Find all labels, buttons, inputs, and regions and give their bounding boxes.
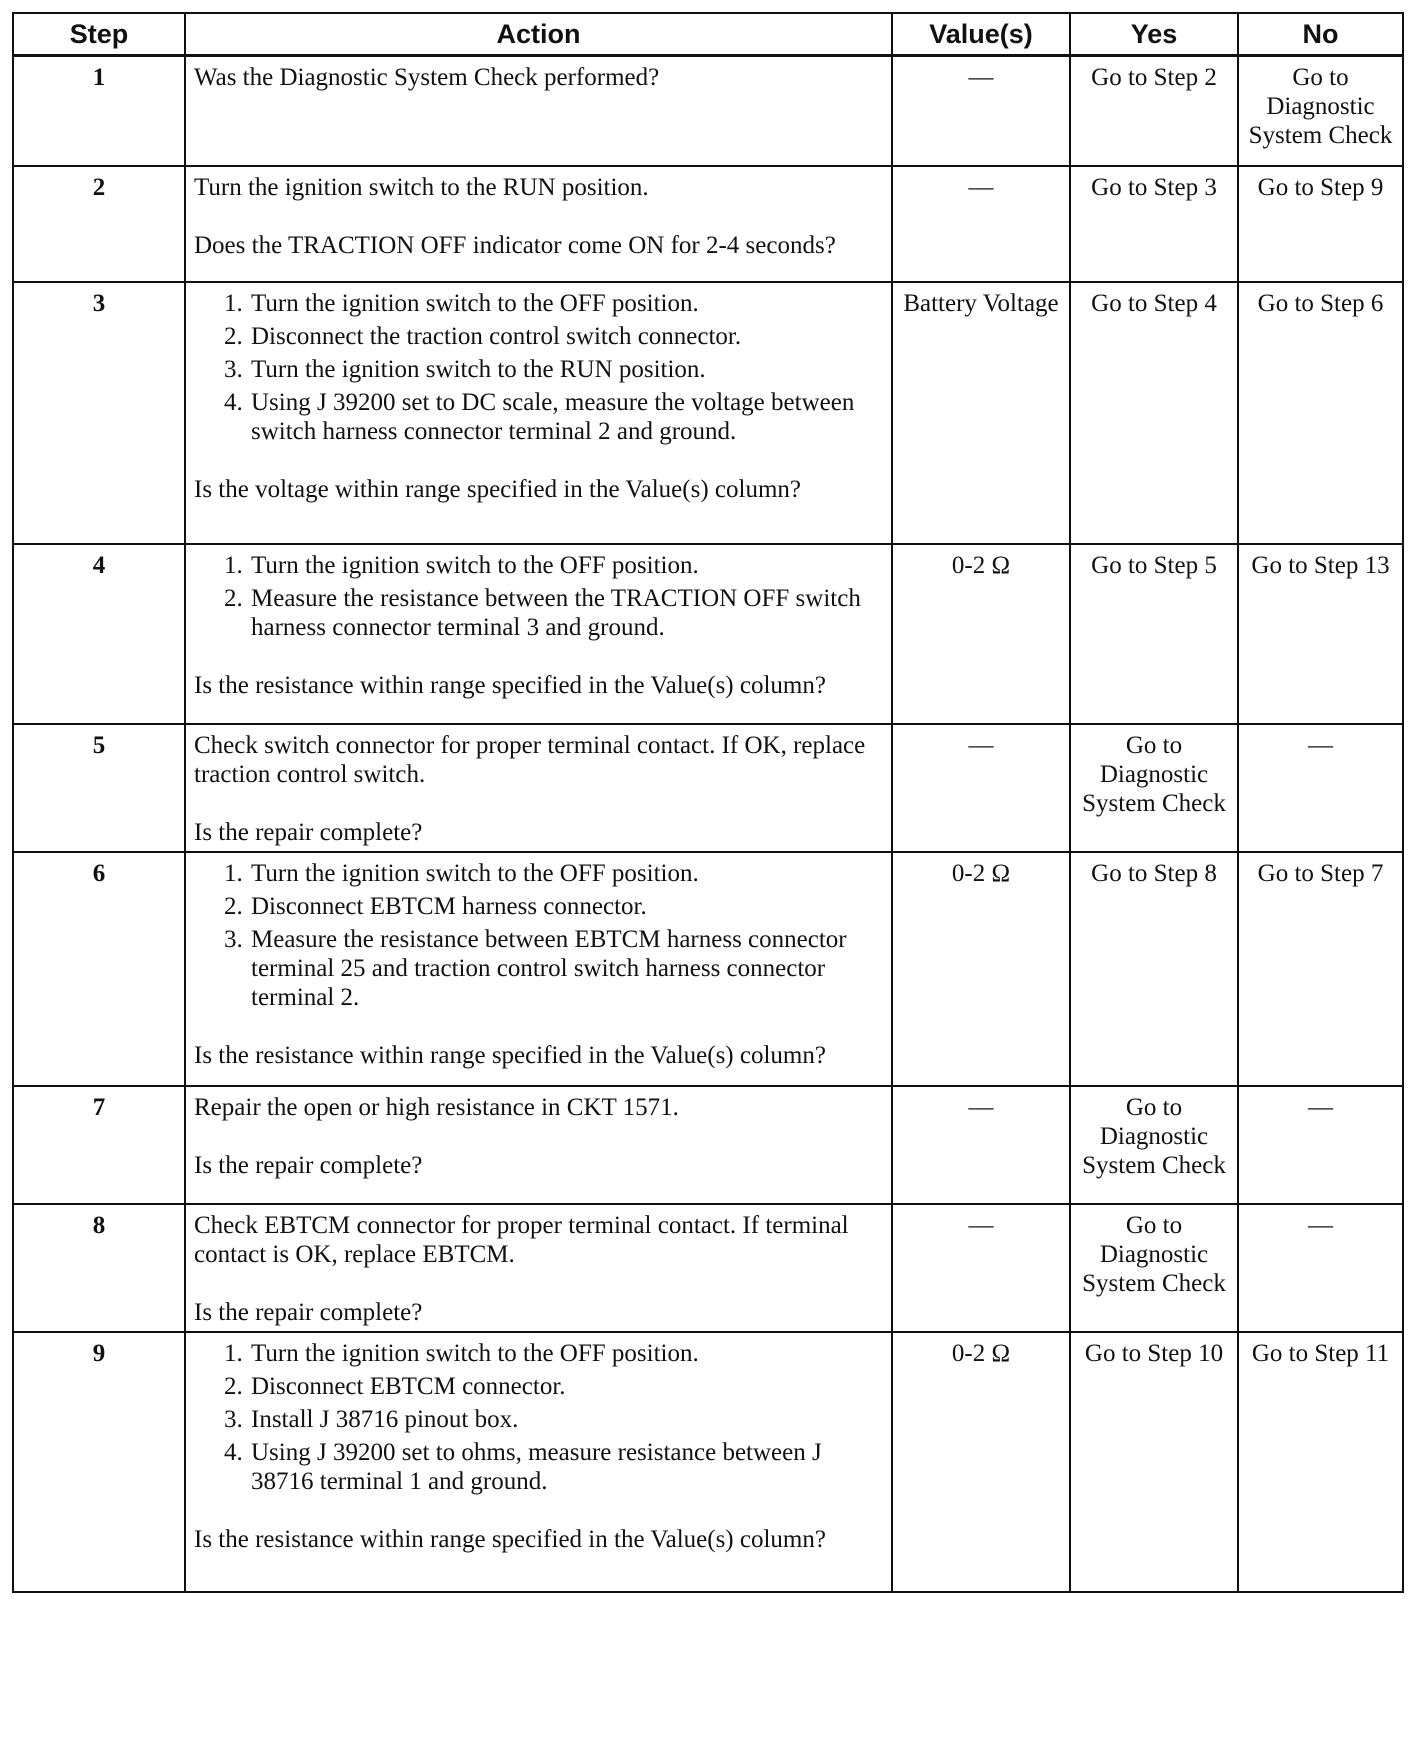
action-cell <box>185 1332 892 1592</box>
action-step: 4. Using J 39200 set to ohms, measure resistance between J 38716 terminal 1 and ground. <box>249 1438 883 1496</box>
action-question: Is the resistance within range specified in the Value(s) column? <box>194 1041 826 1069</box>
value-cell: 0-2 Ω <box>892 1332 1070 1592</box>
no-cell: Go to Step 7 <box>1238 852 1403 1086</box>
step-number: 6 <box>13 852 185 1086</box>
table-row <box>13 544 1403 724</box>
action-cell <box>185 852 892 1086</box>
action-text: Repair the open or high resistance in CKT 1571. <box>194 1093 679 1121</box>
yes-cell: Go to Diagnostic System Check <box>1070 1086 1238 1204</box>
action-question: Is the repair complete? <box>194 1151 423 1179</box>
table-row <box>13 282 1403 544</box>
yes-cell: Go to Diagnostic System Check <box>1070 724 1238 852</box>
action-step: 3. Measure the resistance between EBTCM harness connector terminal 25 and traction control switch harness connector terminal 2. <box>249 925 883 1012</box>
table-row <box>13 1332 1403 1592</box>
table-row <box>13 724 1403 852</box>
table-row <box>13 1204 1403 1332</box>
action-step: 3. Turn the ignition switch to the RUN position. <box>249 355 883 384</box>
header-yes: Yes <box>1070 13 1238 56</box>
action-cell <box>185 544 892 724</box>
action-step: 2. Disconnect the traction control switch connector. <box>249 322 883 351</box>
value-cell: 0-2 Ω <box>892 852 1070 1086</box>
header-row <box>13 13 1403 56</box>
step-number: 9 <box>13 1332 185 1592</box>
header-no: No <box>1238 13 1403 56</box>
action-steps-list <box>194 551 883 642</box>
step-number: 1 <box>13 56 185 166</box>
table-row <box>13 1086 1403 1204</box>
table-row <box>13 56 1403 166</box>
action-text: Check switch connector for proper terminal contact. If OK, replace traction control switch. <box>194 731 866 788</box>
action-cell <box>185 724 892 852</box>
value-cell: 0-2 Ω <box>892 544 1070 724</box>
action-question: Is the resistance within range specified in the Value(s) column? <box>194 1525 826 1553</box>
action-cell <box>185 282 892 544</box>
diagnostic-table <box>12 12 1404 1593</box>
no-cell: — <box>1238 724 1403 852</box>
value-cell: — <box>892 166 1070 282</box>
action-cell <box>185 56 892 166</box>
no-cell: — <box>1238 1204 1403 1332</box>
step-number: 3 <box>13 282 185 544</box>
step-number: 4 <box>13 544 185 724</box>
action-text: Was the Diagnostic System Check performed? <box>194 64 660 91</box>
value-cell: — <box>892 56 1070 166</box>
action-cell <box>185 1086 892 1204</box>
step-number: 8 <box>13 1204 185 1332</box>
action-question: Is the repair complete? <box>194 818 423 846</box>
action-step: 2. Measure the resistance between the TRACTION OFF switch harness connector terminal 3 and ground. <box>249 584 883 642</box>
yes-cell: Go to Diagnostic System Check <box>1070 1204 1238 1332</box>
table-row <box>13 852 1403 1086</box>
no-cell: Go to Step 6 <box>1238 282 1403 544</box>
step-number: 7 <box>13 1086 185 1204</box>
action-step: 1. Turn the ignition switch to the OFF position. <box>249 859 883 888</box>
value-cell: Battery Voltage <box>892 282 1070 544</box>
header-values: Value(s) <box>892 13 1070 56</box>
step-number: 2 <box>13 166 185 282</box>
action-question: Is the voltage within range specified in the Value(s) column? <box>194 475 801 503</box>
header-action: Action <box>185 13 892 56</box>
step-number: 5 <box>13 724 185 852</box>
action-steps-list <box>194 289 883 446</box>
action-step: 1. Turn the ignition switch to the OFF position. <box>249 289 883 318</box>
yes-cell: Go to Step 4 <box>1070 282 1238 544</box>
no-cell: Go to Diagnostic System Check <box>1238 56 1403 166</box>
action-step: 3. Install J 38716 pinout box. <box>249 1405 883 1434</box>
action-steps-list <box>194 859 883 1012</box>
yes-cell: Go to Step 5 <box>1070 544 1238 724</box>
header-step: Step <box>13 13 185 56</box>
value-cell: — <box>892 1204 1070 1332</box>
action-step: 2. Disconnect EBTCM connector. <box>249 1372 883 1401</box>
yes-cell: Go to Step 3 <box>1070 166 1238 282</box>
action-step: 1. Turn the ignition switch to the OFF position. <box>249 1339 883 1368</box>
action-step: 4. Using J 39200 set to DC scale, measure the voltage between switch harness connector terminal 2 and ground. <box>249 388 883 446</box>
no-cell: Go to Step 11 <box>1238 1332 1403 1592</box>
action-steps-list <box>194 1339 883 1496</box>
diagnostic-page <box>12 12 1402 1593</box>
action-question: Is the repair complete? <box>194 1298 423 1326</box>
yes-cell: Go to Step 8 <box>1070 852 1238 1086</box>
action-text: Check EBTCM connector for proper terminal contact. If terminal contact is OK, replace EBTCM. <box>194 1211 849 1268</box>
action-step: 1. Turn the ignition switch to the OFF position. <box>249 551 883 580</box>
action-cell <box>185 1204 892 1332</box>
yes-cell: Go to Step 2 <box>1070 56 1238 166</box>
yes-cell: Go to Step 10 <box>1070 1332 1238 1592</box>
table-row <box>13 166 1403 282</box>
no-cell: — <box>1238 1086 1403 1204</box>
action-text: Turn the ignition switch to the RUN position. <box>194 173 649 201</box>
action-step: 2. Disconnect EBTCM harness connector. <box>249 892 883 921</box>
value-cell: — <box>892 1086 1070 1204</box>
action-question: Is the resistance within range specified in the Value(s) column? <box>194 671 826 699</box>
table-body <box>13 56 1403 1592</box>
value-cell: — <box>892 724 1070 852</box>
no-cell: Go to Step 13 <box>1238 544 1403 724</box>
action-cell <box>185 166 892 282</box>
no-cell: Go to Step 9 <box>1238 166 1403 282</box>
action-question: Does the TRACTION OFF indicator come ON for 2-4 seconds? <box>194 231 836 259</box>
